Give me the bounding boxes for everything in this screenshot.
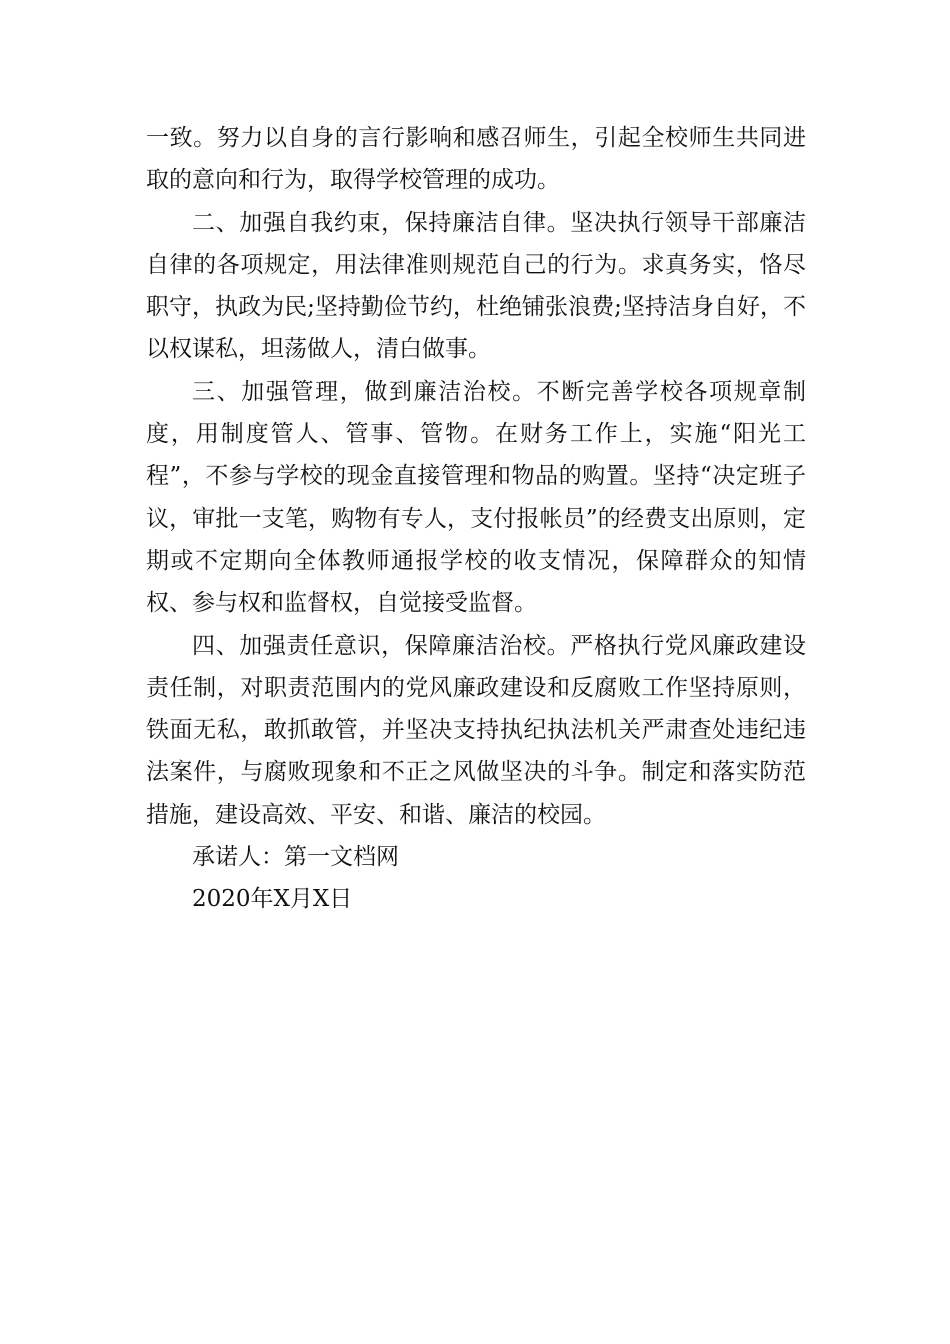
paragraph-management: 三、加强管理，做到廉洁治校。不断完善学校各项规章制度，用制度管人、管事、管物。在财务工作上，实施“阳光工程”，不参与学校的现金直接管理和物品的购置。坚持“决定班子议，审批一支笔，购物有专人，支付报帐员”的经费支出原则，定期或不定期向全体教师通报学校的收支情况，保障群众的知情权、参与权和监督权，自觉接受监督。 [146, 378, 806, 617]
date-line: 2020年X月X日 [192, 886, 353, 913]
paragraph-responsibility: 四、加强责任意识，保障廉洁治校。严格执行党风廉政建设责任制，对职责范围内的党风廉政建设和反腐败工作坚持原则，铁面无私，敢抓敢管，并坚决支持执纪执法机关严肃查处违纪违法案件，与腐败现象和不正之风做坚决的斗争。制定和落实防范措施，建设高效、平安、和谐、廉洁的校园。 [146, 632, 806, 828]
paragraph-self-discipline: 二、加强自我约束，保持廉洁自律。坚决执行领导干部廉洁自律的各项规定，用法律准则规范自己的行为。求真务实，恪尽职守，执政为民;坚持勤俭节约，杜绝铺张浪费;坚持洁身自好，不以权谋私，坦荡做人，清白做事。 [146, 209, 806, 363]
document-body [146, 117, 806, 921]
signature-line: 承诺人：第一文档网 [192, 844, 399, 871]
paragraph-continuation: 一致。努力以自身的言行影响和感召师生，引起全校师生共同进取的意向和行为，取得学校管理的成功。 [146, 125, 806, 194]
